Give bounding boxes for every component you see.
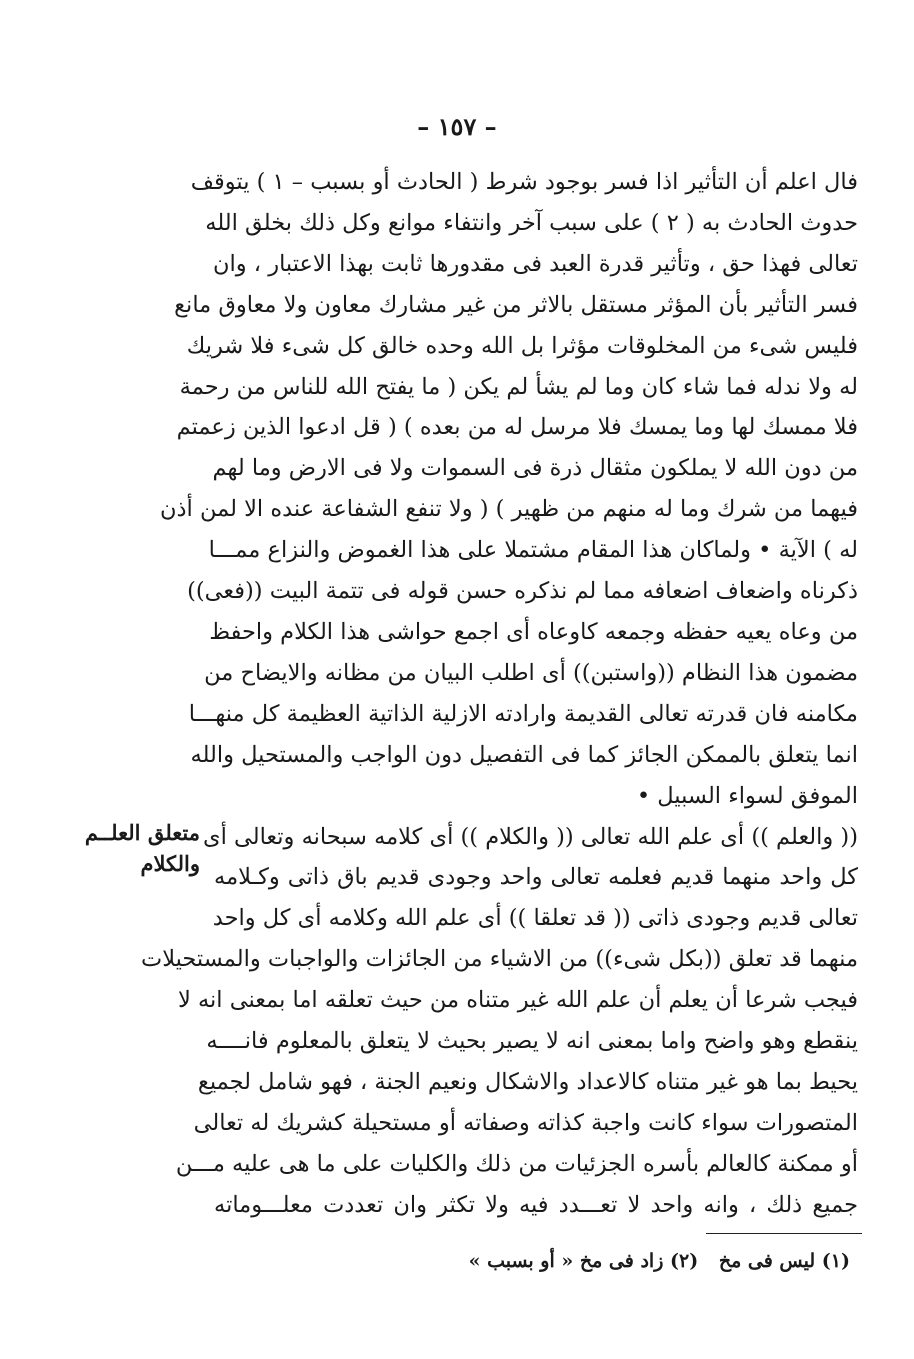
text-line: أو ممكنة كالعالم بأسره الجزئيات من ذلك والكليات على ما هى عليه مـــن [175,1150,858,1177]
text-line: حدوث الحادث به ( ٢ ) على سبب آخر وانتفاء موانع وكل ذلك بخلق الله [205,209,858,236]
footnote-2: (٢) زاد فى مخ « أو بسبب » [468,1250,699,1272]
text-line: (( والعلم )) أى علم الله تعالى (( والكلام )) أى كلامه سبحانه وتعالى أى [202,823,858,850]
text-line: كل واحد منهما قديم فعلمه تعالى واحد وجودى قديم باق ذاتى وكـلامه [214,864,858,891]
text-line: مكامنه فان قدرته تعالى القديمة وارادته الازلية الذاتية العظيمة كل منهـــا [188,700,858,727]
footnote-1: (١) ليس فى مخ [718,1250,850,1272]
text-line: فيهما من شرك وما له منهم من ظهير ) ( ولا تنفع الشفاعة عنده الا لمن أذن [160,496,858,523]
text-line: ينقطع وهو واضح واما بمعنى انه لا يصير بحيث لا يتعلق بالمعلوم فانــــه [206,1028,858,1055]
text-line: مضمون هذا النظام ((واستبن)) أى اطلب البيان من مظانه والايضاح من [204,659,858,686]
text-line: انما يتعلق بالممكن الجائز كما فى التفصيل دون الواجب والمستحيل والله [190,741,858,768]
text-line: ذكرناه واضعاف اضعافه مما لم نذكره حسن قوله فى تتمة البيت ((فعى)) [187,578,858,605]
text-line: من وعاه يعيه حفظه وجمعه كاوعاه أى اجمع حواشى هذا الكلام واحفظ [209,618,858,645]
text-line: تعالى فهذا حق ، وتأثير قدرة العبد فى مقدورها ثابت بهذا الاعتبار ، وان [213,250,858,277]
text-line: فال اعلم أن التأثير اذا فسر بوجود شرط ( الحادث أو بسبب – ١ ) يتوقف [190,169,858,195]
text-line: منهما قد تعلق ((بكل شىء)) من الاشياء من الجائزات والواجبات والمستحيلات [141,946,858,973]
text-line-last: الموفق لسواء السبيل • [636,782,858,809]
text-line: فليس شىء من المخلوقات مؤثرا بل الله وحده خالق كل شىء فلا شريك [186,332,858,359]
text-line: المتصورات سواء كانت واجبة كذاته وصفاته أو مستحيلة كشريك له تعالى [193,1109,858,1136]
margin-heading [52,817,200,879]
text-line: له ) الآية • ولماكان هذا المقام مشتملا على هذا الغموض والنزاع ممـــا [208,537,858,564]
margin-heading-line: والكلام [140,851,200,876]
text-line: له ولا ندله فما شاء كان وما لم يشأ لم يكن ( ما يفتح الله للناس من رحمة [179,373,858,400]
text-line: فسر التأثير بأن المؤثر مستقل بالاثر من غير مشارك معاون ولا معاوق مانع [174,291,858,318]
text-line: تعالى قديم وجودى ذاتى (( قد تعلقا )) أى علم الله وكلامه أى كل واحد [212,905,858,932]
footnotes [380,1250,850,1272]
text-line: يحيط بما هو غير متناه كالاعداد والاشكال ونعيم الجنة ، فهو شامل لجميع [197,1068,858,1095]
footnote-divider [706,1233,862,1234]
text-line: من دون الله لا يملكون مثقال ذرة فى السموات ولا فى الارض وما لهم [212,455,858,482]
page-number: – ١٥٧ – [417,112,497,141]
text-line: فلا ممسك لها وما يمسك فلا مرسل له من بعده ) ( قل ادعوا الذين زعمتم [176,414,858,441]
margin-heading-line: متعلق العلــم [84,820,200,845]
text-line: جميع ذلك ، وانه واحد لا تعـــدد فيه ولا تكثر وان تعددت معلـــوماته [214,1191,858,1218]
text-line: فيجب شرعا أن يعلم أن علم الله غير متناه من حيث تعلقه اما بمعنى انه لا [177,987,858,1014]
